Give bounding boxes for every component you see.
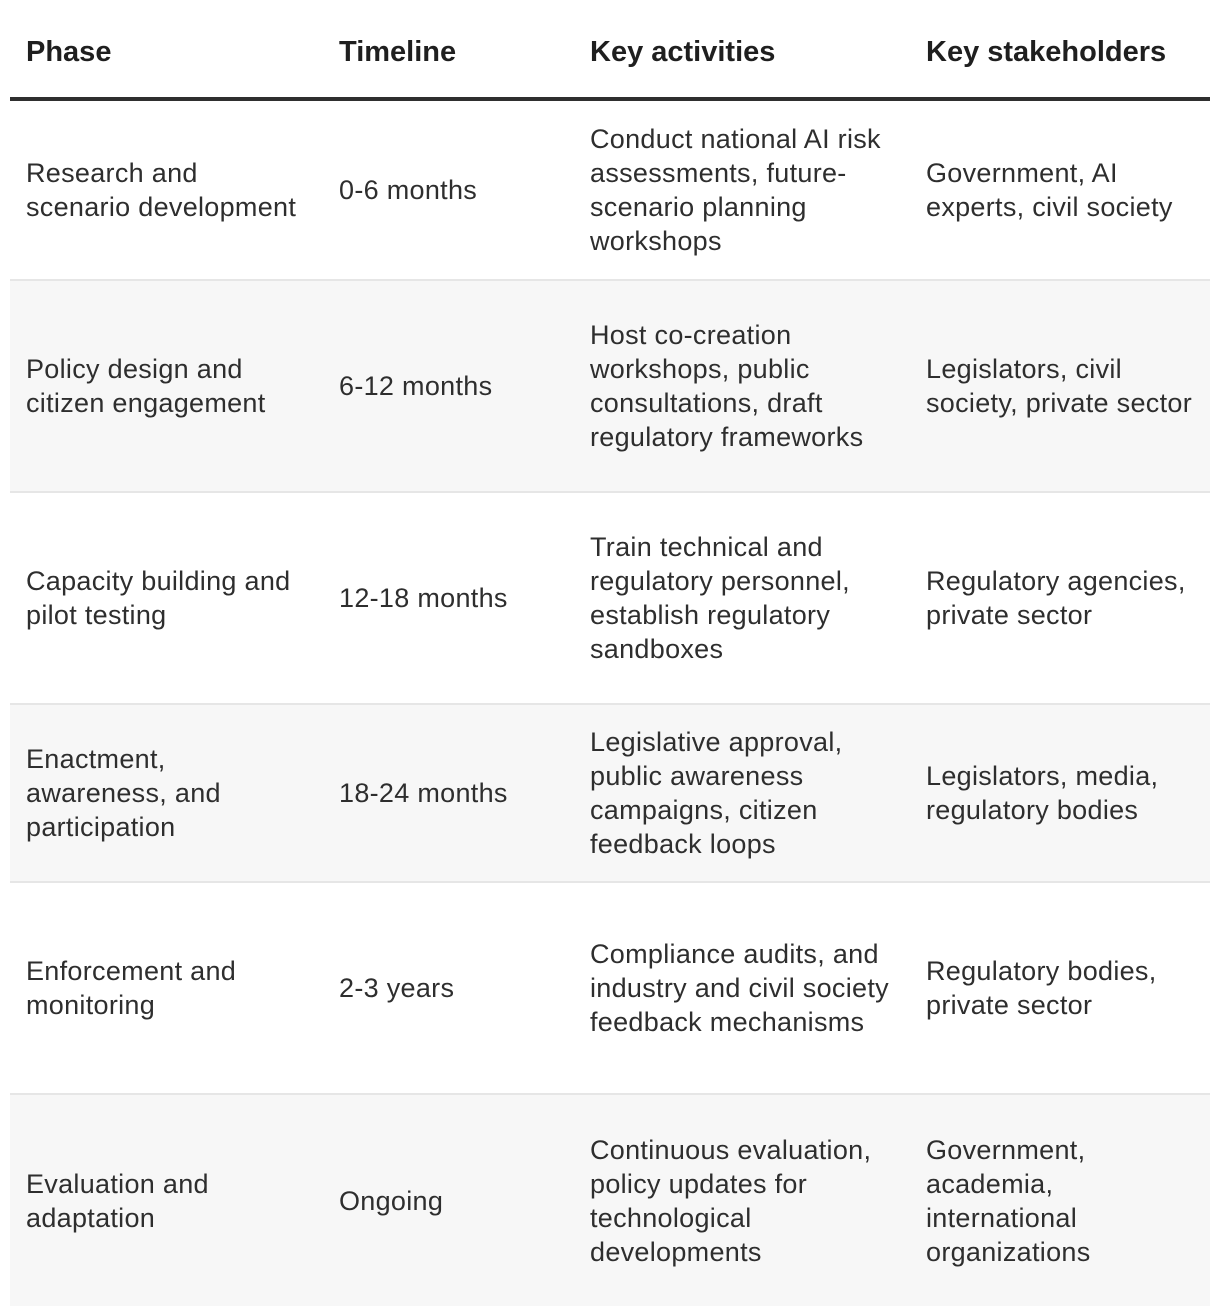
cell-timeline: 18-24 months <box>323 704 574 882</box>
cell-stakeholders: Legislators, civil society, private sector <box>910 280 1210 492</box>
header-phase: Phase <box>10 0 323 99</box>
cell-activities: Compliance audits, and industry and civil society feedback mechanisms <box>574 882 910 1094</box>
phases-table <box>10 0 1210 1306</box>
table-row <box>10 99 1210 280</box>
table-row <box>10 280 1210 492</box>
cell-activities: Host co-creation workshops, public consultations, draft regulatory frameworks <box>574 280 910 492</box>
table-row <box>10 1094 1210 1306</box>
header-timeline: Timeline <box>323 0 574 99</box>
cell-stakeholders: Government, AI experts, civil society <box>910 99 1210 280</box>
cell-phase: Enforcement and monitoring <box>10 882 323 1094</box>
cell-activities: Conduct national AI risk assessments, future-scenario planning workshops <box>574 99 910 280</box>
cell-phase: Enactment, awareness, and participation <box>10 704 323 882</box>
header-key-stakeholders: Key stakeholders <box>910 0 1210 99</box>
cell-timeline: 0-6 months <box>323 99 574 280</box>
cell-timeline: Ongoing <box>323 1094 574 1306</box>
table-row <box>10 882 1210 1094</box>
phases-table-container <box>10 0 1210 1306</box>
cell-timeline: 2-3 years <box>323 882 574 1094</box>
header-key-activities: Key activities <box>574 0 910 99</box>
table-row <box>10 492 1210 704</box>
cell-phase: Evaluation and adaptation <box>10 1094 323 1306</box>
cell-stakeholders: Government, academia, international organizations <box>910 1094 1210 1306</box>
cell-stakeholders: Regulatory bodies, private sector <box>910 882 1210 1094</box>
cell-activities: Train technical and regulatory personnel, establish regulatory sandboxes <box>574 492 910 704</box>
table-row <box>10 704 1210 882</box>
table-body <box>10 99 1210 1306</box>
cell-timeline: 6-12 months <box>323 280 574 492</box>
cell-activities: Legislative approval, public awareness campaigns, citizen feedback loops <box>574 704 910 882</box>
cell-timeline: 12-18 months <box>323 492 574 704</box>
cell-phase: Policy design and citizen engagement <box>10 280 323 492</box>
cell-phase: Capacity building and pilot testing <box>10 492 323 704</box>
cell-phase: Research and scenario development <box>10 99 323 280</box>
cell-activities: Continuous evaluation, policy updates for technological developments <box>574 1094 910 1306</box>
table-header <box>10 0 1210 99</box>
header-row <box>10 0 1210 99</box>
cell-stakeholders: Regulatory agencies, private sector <box>910 492 1210 704</box>
cell-stakeholders: Legislators, media, regulatory bodies <box>910 704 1210 882</box>
